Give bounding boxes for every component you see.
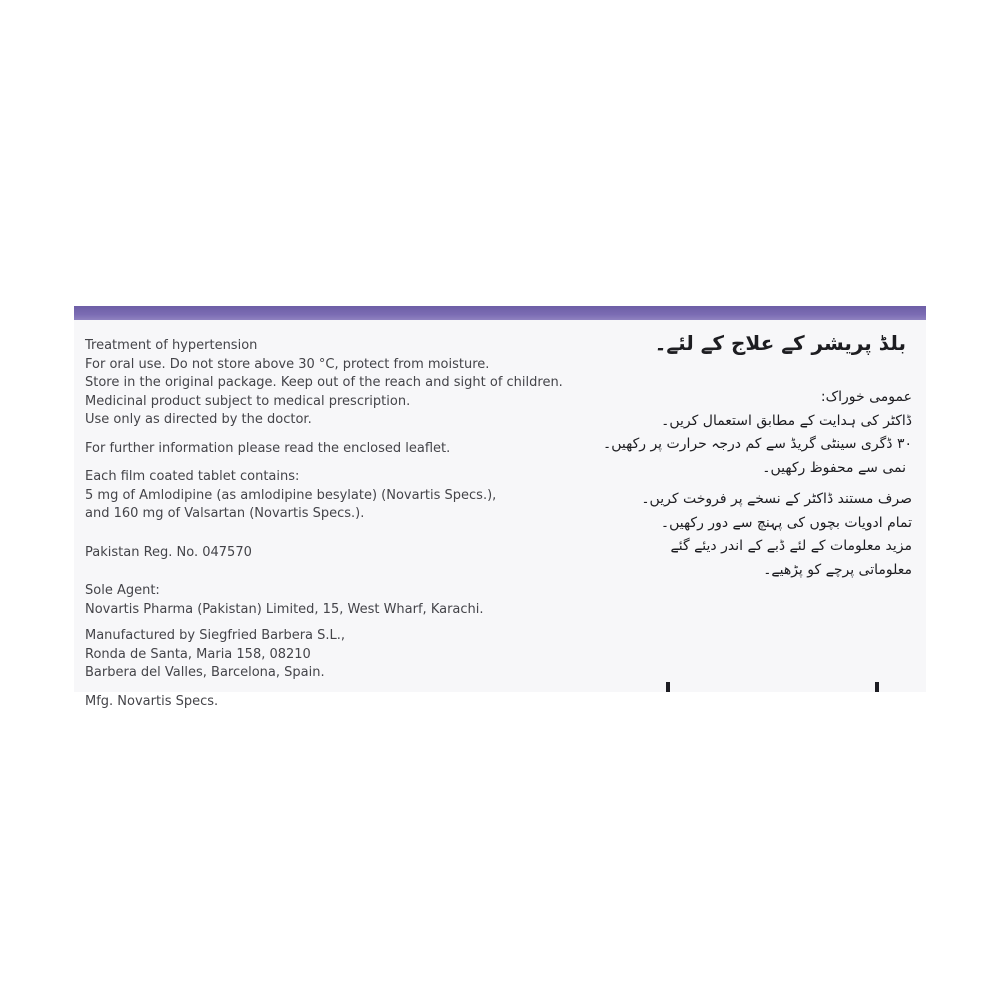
agent-group [85, 582, 625, 619]
composition-line: Each film coated tablet contains: [85, 469, 300, 484]
urdu-text-block [603, 326, 912, 582]
print-mark [875, 682, 879, 692]
purple-stripe [74, 306, 926, 320]
urdu-line: نمی سے محفوظ رکھیں۔ [762, 459, 906, 476]
urdu-line: معلوماتی پرچے کو پڑھیے۔ [763, 561, 912, 578]
package-label-panel [74, 306, 926, 709]
indication-line: Treatment of hypertension [85, 338, 258, 353]
urdu-line: ڈاکٹر کی ہدایت کے مطابق استعمال کریں۔ [661, 412, 912, 429]
urdu-line: مزید معلومات کے لئے ڈبے کے اندر دیئے گئے [670, 538, 912, 554]
urdu-line: تمام ادویات بچوں کی پہنچ سے دور رکھیں۔ [660, 514, 912, 531]
manufacturer-line: Manufactured by Siegfried Barbera S.L., [85, 628, 346, 643]
urdu-line: عمومی خوراک: [820, 389, 912, 405]
mfg-line: Mfg. Novartis Specs. [85, 693, 219, 709]
indication-line: Store in the original package. Keep out of the reach and sight of children. [85, 375, 563, 390]
leaflet-note: For further information please read the enclosed leaflet. [85, 440, 451, 456]
print-mark [666, 682, 670, 692]
bottom-print-marks [74, 682, 926, 692]
english-text-block [85, 337, 625, 721]
mfg-group [85, 693, 625, 712]
indication-line: For oral use. Do not store above 30 °C, protect from moisture. [85, 356, 490, 372]
agent-line: Sole Agent: [85, 583, 160, 598]
composition-group [85, 468, 625, 524]
registration-number: Pakistan Reg. No. 047570 [85, 544, 252, 560]
indication-line: Use only as directed by the doctor. [85, 412, 312, 427]
composition-line: and 160 mg of Valsartan (Novartis Specs.). [85, 506, 365, 521]
leaflet-note-group [85, 440, 625, 459]
manufacturer-line: Barbera del Valles, Barcelona, Spain. [85, 665, 325, 680]
indication-line: Medicinal product subject to medical prescription. [85, 393, 411, 409]
manufacturer-group [85, 627, 625, 683]
registration-group [85, 544, 625, 563]
urdu-title: بلڈ پریشر کے علاج کے لئے۔ [654, 331, 906, 355]
urdu-line: ۳۰ ڈگری سینٹی گریڈ سے کم درجہ حرارت پر رکھیں۔ [603, 436, 912, 452]
composition-line: 5 mg of Amlodipine (as amlodipine besylate) (Novartis Specs.), [85, 487, 497, 503]
indication-group [85, 337, 625, 430]
manufacturer-line: Ronda de Santa, Maria 158, 08210 [85, 646, 311, 662]
urdu-line: صرف مستند ڈاکٹر کے نسخے پر فروخت کریں۔ [641, 491, 912, 507]
agent-line: Novartis Pharma (Pakistan) Limited, 15, West Wharf, Karachi. [85, 601, 484, 617]
